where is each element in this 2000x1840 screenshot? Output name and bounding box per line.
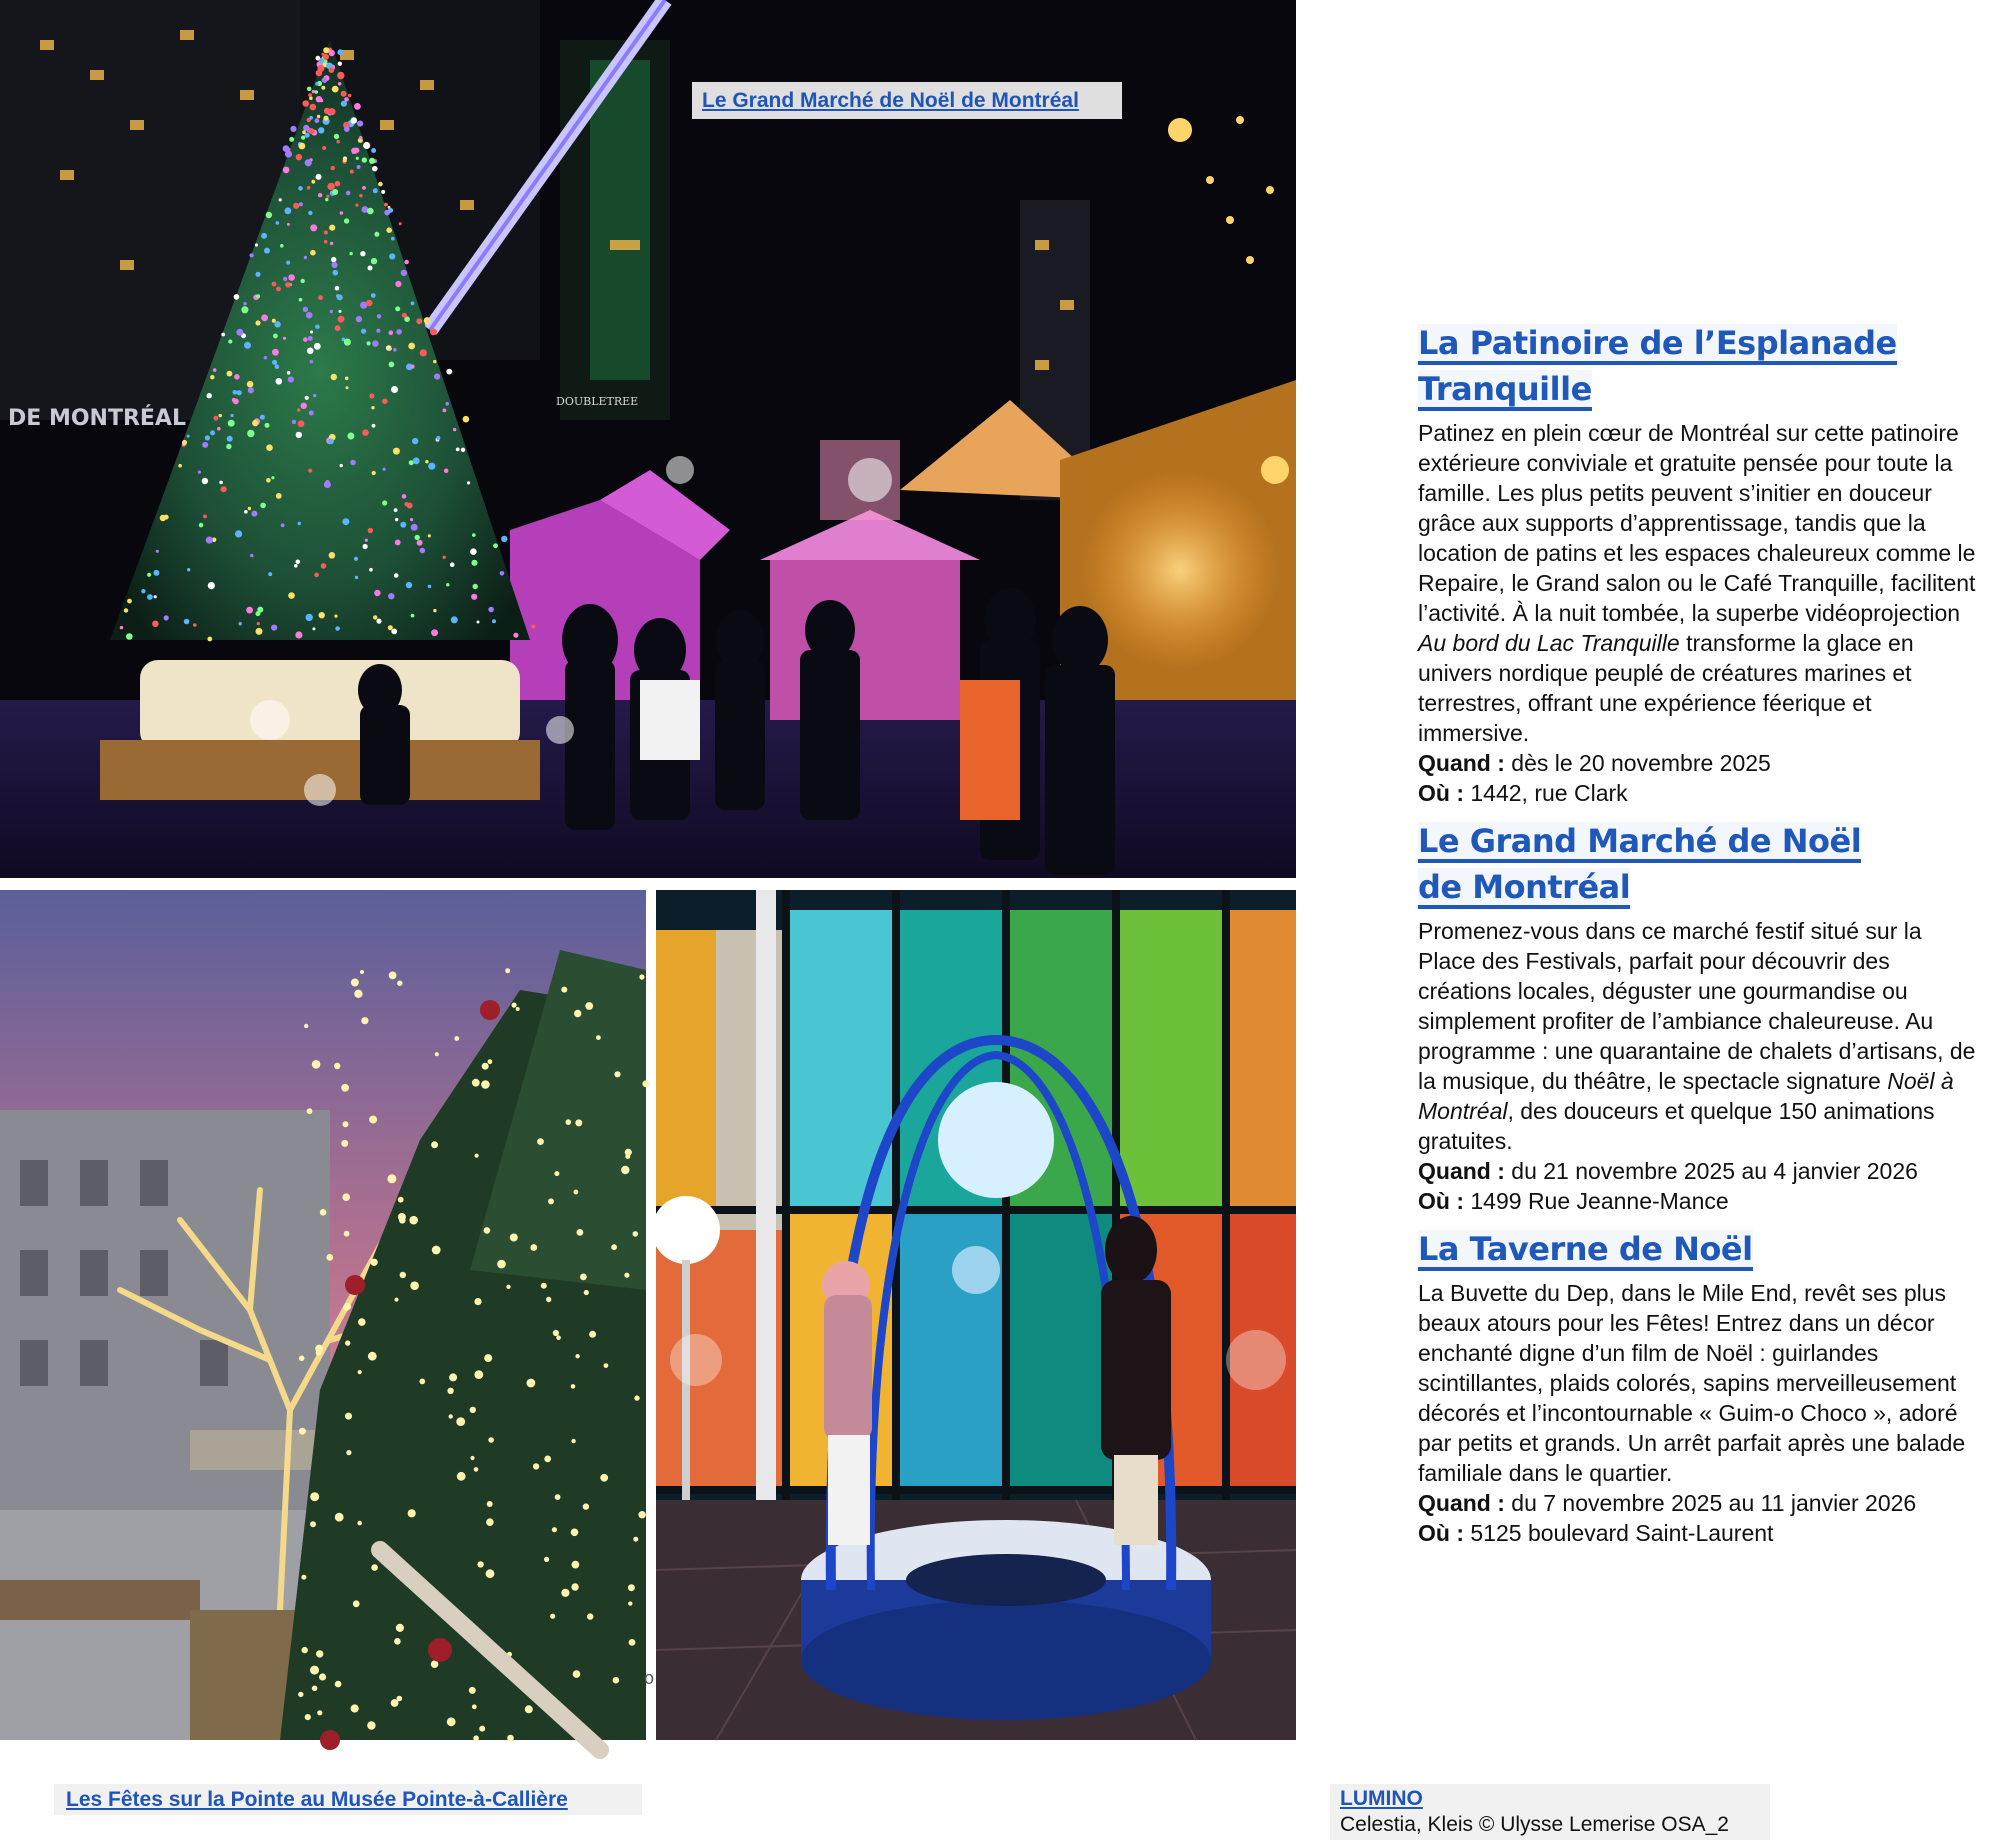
body-emphasis: Au bord du Lac Tranquille — [1418, 630, 1680, 656]
body-text-end: transforme la glace en univers nordique peuplé de créatures marines et terrestres, offrant une expérience féerique et immersive. — [1418, 630, 1914, 746]
stray-character: o — [644, 1668, 655, 1688]
section-body — [1418, 916, 1978, 1156]
link-lumino[interactable]: LUMINO — [1340, 1787, 1423, 1810]
photo-pointe-a-calliere — [0, 890, 646, 1811]
photo-christmas-market — [0, 0, 1296, 878]
title-line-1[interactable]: Le Grand Marché de Noël — [1418, 822, 1861, 863]
section-body — [1418, 418, 1978, 748]
caption-lumino — [1330, 1784, 1770, 1840]
signage-text: DE MONTRÉAL — [8, 406, 186, 431]
where-line — [1418, 1186, 1978, 1216]
link-fetes-pointe[interactable]: Les Fêtes sur la Pointe au Musée Pointe-à-Callière — [66, 1788, 568, 1811]
where-line — [1418, 778, 1978, 808]
when-value: dès le 20 novembre 2025 — [1504, 750, 1771, 776]
section-taverne — [1418, 1226, 1978, 1548]
section-patinoire — [1418, 320, 1978, 808]
section-body: La Buvette du Dep, dans le Mile End, revêt ses plus beaux atours pour les Fêtes! Entrez dans un décor enchanté digne d’un film de Noël : guirlandes scintillantes, plaids colorés, sapins merveilleusement décorés et l’incontournable « Guim-o Choco », adoré par petits et grands. Un arrêt parfait après une balade familiale dans le quartier. — [1418, 1280, 1966, 1486]
where-label: Où : — [1418, 780, 1464, 806]
where-value: 1442, rue Clark — [1464, 780, 1628, 806]
when-label: Quand : — [1418, 1158, 1505, 1184]
when-value: du 21 novembre 2025 au 4 janvier 2026 — [1504, 1158, 1918, 1184]
caption-grand-marche — [692, 82, 1122, 119]
when-line — [1418, 748, 1978, 778]
body-text-end: , des douceurs et quelque 150 animations gratuites. — [1418, 1098, 1935, 1154]
section-title-patinoire[interactable] — [1418, 320, 1978, 412]
pointe-a-calliere-image — [0, 890, 646, 1740]
section-title-taverne[interactable] — [1418, 1226, 1978, 1272]
caption-fetes-pointe — [54, 1784, 642, 1815]
christmas-market-image — [0, 0, 1296, 878]
article-column — [1418, 320, 1978, 1558]
when-label: Quand : — [1418, 750, 1505, 776]
where-value: 1499 Rue Jeanne-Mance — [1464, 1188, 1729, 1214]
link-grand-marche[interactable]: Le Grand Marché de Noël de Montréal — [702, 89, 1079, 112]
where-value: 5125 boulevard Saint-Laurent — [1464, 1520, 1774, 1546]
when-line — [1418, 1156, 1978, 1186]
where-line — [1418, 1518, 1978, 1548]
title-line-1[interactable]: La Patinoire de l’Esplanade — [1418, 324, 1897, 365]
body-text: Patinez en plein cœur de Montréal sur cette patinoire extérieure conviviale et gratuite pensée pour toute la famille. Les plus petits peuvent s’initier en douceur grâce aux supports d’apprentissage, tandis que la location de patins et les espaces chaleureux comme le Repaire, le Grand salon ou le Café Tranquille, facilitent l’activité. À la nuit tombée, la superbe vidéoprojection — [1418, 420, 1976, 626]
section-grand-marche — [1418, 818, 1978, 1216]
hotel-sign: DOUBLETREE — [556, 395, 639, 408]
where-label: Où : — [1418, 1188, 1464, 1214]
body-text: Promenez-vous dans ce marché festif situé sur la Place des Festivals, parfait pour découvrir des créations locales, déguster une gourmandise ou simplement profiter de l’ambiance chaleureuse. Au programme : une quarantaine de chalets d’artisans, de la musique, du théâtre, le spectacle signature — [1418, 918, 1976, 1094]
when-value: du 7 novembre 2025 au 11 janvier 2026 — [1504, 1490, 1917, 1516]
title-line-2[interactable]: Tranquille — [1418, 370, 1592, 411]
title-line-2[interactable]: de Montréal — [1418, 868, 1630, 909]
section-title-grand-marche[interactable] — [1418, 818, 1978, 910]
body-emphasis: Noël à Montréal — [1418, 1068, 1954, 1124]
title-line-1[interactable]: La Taverne de Noël — [1418, 1230, 1753, 1271]
when-line — [1418, 1488, 1978, 1518]
where-label: Où : — [1418, 1520, 1464, 1546]
lumino-image — [656, 890, 1296, 1740]
photo-credit: Celestia, Kleis © Ulysse Lemerise OSA_2 — [1340, 1813, 1729, 1836]
when-label: Quand : — [1418, 1490, 1505, 1516]
